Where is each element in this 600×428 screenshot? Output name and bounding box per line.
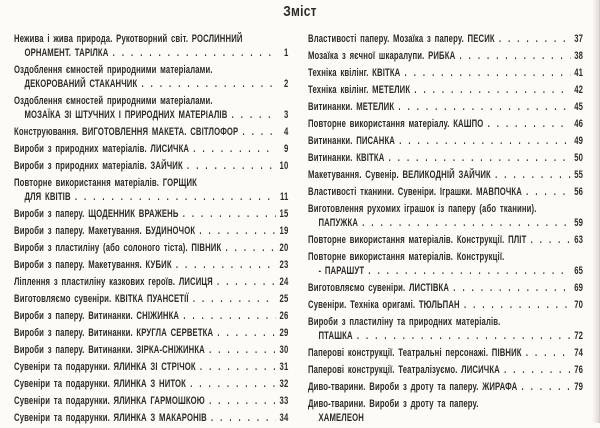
toc-line bbox=[308, 100, 583, 114]
toc-line bbox=[14, 125, 288, 139]
toc-entry bbox=[14, 343, 288, 357]
page-number: 45 bbox=[574, 101, 584, 113]
toc-line bbox=[308, 151, 583, 165]
toc-line bbox=[308, 250, 583, 264]
toc-entry-text: Мозаїка з яєчної шкаралупи. РИБКА bbox=[308, 50, 456, 62]
toc-entry-text: Сувеніри та подарунки. ЯЛИНКА ГАРМОШКОЮ bbox=[14, 395, 205, 407]
toc-line bbox=[308, 66, 583, 80]
toc-entry bbox=[14, 176, 288, 204]
toc-line bbox=[14, 343, 288, 357]
dot-leader bbox=[405, 66, 571, 80]
toc-line bbox=[14, 176, 288, 190]
toc-entry-text: Властивості тканини. Сувеніри. Іграшки. МАВПОЧКА bbox=[308, 186, 522, 198]
dot-leader bbox=[464, 298, 571, 312]
toc-line bbox=[14, 32, 288, 46]
toc-entry bbox=[14, 142, 288, 156]
page-number: 20 bbox=[279, 242, 289, 254]
toc-line bbox=[14, 275, 288, 289]
dot-leader bbox=[176, 258, 276, 272]
toc-line bbox=[308, 264, 583, 278]
dot-leader bbox=[495, 168, 570, 182]
toc-entry-text: Виготовляємо сувеніри. ЛИСТІВКА bbox=[308, 282, 450, 294]
toc-entry-text: Вироби з природних матеріалів. ЗАЙЧИК bbox=[14, 160, 183, 172]
toc-entry-text: Вироби з природних матеріалів. ЛИСИЧКА bbox=[14, 143, 190, 155]
toc-line bbox=[308, 397, 583, 411]
toc-line bbox=[308, 298, 583, 312]
toc-line bbox=[308, 329, 583, 343]
toc-entry-text: Виготовляємо сувеніри. КВІТКА ПУАНСЕТІЇ bbox=[14, 293, 189, 305]
toc-entry-text: Ліплення з пластиліну казкових героїв. ЛИСИЦЯ bbox=[14, 276, 213, 288]
toc-entry-text: Вироби з паперу. Макетування. КУБИК bbox=[14, 259, 172, 271]
toc-entry bbox=[308, 281, 583, 295]
dot-leader bbox=[183, 309, 275, 323]
page-number: 74 bbox=[574, 347, 584, 359]
page-number: 19 bbox=[279, 225, 289, 237]
page-number: 56 bbox=[574, 186, 584, 198]
dot-leader bbox=[398, 100, 570, 114]
page-number: 70 bbox=[574, 299, 584, 311]
toc-line bbox=[308, 134, 583, 148]
page-number: 50 bbox=[574, 152, 584, 164]
page-number: 2 bbox=[283, 78, 289, 90]
toc-entry bbox=[308, 250, 583, 278]
toc-entry-text: Вироби з паперу. ЩОДЕННИК ВРАЖЕНЬ bbox=[14, 208, 179, 220]
dot-leader bbox=[526, 185, 570, 199]
toc-line bbox=[14, 309, 288, 323]
toc-entry-text: Конструювання. ВИГОТОВЛЕННЯ МАКЕТА. СВІТЛОФОР bbox=[14, 126, 239, 138]
toc-line bbox=[14, 159, 288, 173]
toc-entry-text: - ПАРАШУТ bbox=[318, 265, 365, 277]
toc-entry-text: ПТАШКА bbox=[318, 330, 353, 342]
toc-entry-text: Макетування. Сувенір. ВЕЛИКОДНІЙ ЗАЙЧИК bbox=[308, 169, 491, 181]
dot-leader bbox=[362, 216, 570, 230]
toc-line bbox=[308, 83, 583, 97]
toc-line bbox=[308, 346, 583, 360]
dot-leader bbox=[193, 292, 276, 306]
toc-line bbox=[14, 46, 288, 60]
toc-entry-text: Вироби з паперу. Витинанки. ЗІРКА-СНІЖИНКА bbox=[14, 344, 205, 356]
dot-leader bbox=[141, 77, 275, 91]
page-number: 3 bbox=[283, 109, 289, 121]
page-number: 41 bbox=[574, 67, 584, 79]
toc-entry bbox=[14, 63, 288, 91]
toc-entry bbox=[14, 292, 288, 306]
dot-leader bbox=[368, 264, 570, 278]
dot-leader bbox=[183, 207, 276, 221]
dot-leader bbox=[522, 380, 571, 394]
toc-line bbox=[14, 207, 288, 221]
dot-leader bbox=[113, 46, 276, 60]
page-number: 69 bbox=[574, 282, 584, 294]
page-title: Зміст bbox=[283, 3, 317, 20]
toc-entry bbox=[14, 94, 288, 122]
dot-leader bbox=[488, 117, 571, 131]
toc-entry-text: Паперові конструкції. Театралізуємо. ЛИСИЧКА bbox=[308, 364, 500, 376]
dot-leader bbox=[243, 125, 276, 139]
toc-line bbox=[308, 216, 583, 230]
dot-leader bbox=[75, 190, 276, 204]
dot-leader bbox=[357, 329, 571, 343]
toc-entry bbox=[308, 346, 583, 360]
toc-entry-text: Сувеніри та подарунки. ЯЛИНКА З МАКАРОНІВ bbox=[14, 412, 207, 424]
toc-entry-text: МОЗАЇКА ЗІ ШТУЧНИХ І ПРИРОДНИХ МАТЕРІАЛІВ bbox=[24, 109, 228, 121]
page-number: 34 bbox=[279, 412, 289, 424]
toc-entry-text: Витинанки. ПИСАНКА bbox=[308, 135, 395, 147]
toc-entry bbox=[14, 360, 288, 374]
toc-entry-text: ОРНАМЕНТ. ТАРІЛКА bbox=[24, 47, 109, 59]
page-number: 38 bbox=[574, 50, 584, 62]
page-number: 33 bbox=[279, 395, 289, 407]
dot-leader bbox=[414, 83, 570, 97]
toc-line bbox=[14, 360, 288, 374]
page-number: 1 bbox=[283, 47, 289, 59]
toc-entry-text: Витинанки. МЕТЕЛИК bbox=[308, 101, 395, 113]
toc-line bbox=[14, 94, 288, 108]
page-number: 72 bbox=[574, 330, 584, 342]
toc-entry-text: Сувеніри та подарунки. ЯЛИНКА ЗІ СТРІЧОК bbox=[14, 361, 196, 373]
toc-entry-text: Витинанки. КВІТКА bbox=[308, 152, 385, 164]
toc-entry-text: Повторне використання матеріалу. КАШПО bbox=[308, 118, 484, 130]
page-number: 63 bbox=[574, 234, 584, 246]
dot-leader bbox=[526, 346, 571, 360]
page-number: 37 bbox=[574, 33, 584, 45]
page-number: 76 bbox=[574, 364, 584, 376]
toc-entry bbox=[308, 233, 583, 247]
toc-entry bbox=[14, 275, 288, 289]
toc-entry-text: Повторне використання матеріалів. Конструкції. ПЛІТ bbox=[308, 234, 527, 246]
toc-column-left bbox=[14, 32, 288, 428]
page-number: 10 bbox=[279, 160, 289, 172]
dot-leader bbox=[232, 108, 276, 122]
toc-entry bbox=[308, 117, 583, 131]
page-number: 55 bbox=[574, 169, 584, 181]
toc-entry bbox=[14, 32, 288, 60]
toc-line bbox=[14, 63, 288, 77]
toc-entry-text: Виготовлення рухомих іграшок із паперу (або тканини). bbox=[308, 203, 537, 215]
toc-entry-text: Вироби з паперу. Витинанки. СНІЖИНКА bbox=[14, 310, 180, 322]
toc-entry bbox=[14, 241, 288, 255]
toc-line bbox=[308, 32, 583, 46]
toc-entry-text: Вироби з пластиліну та природних матеріалів. bbox=[308, 316, 501, 328]
toc-line bbox=[14, 241, 288, 255]
toc-entry-text: Сувеніри та подарунки. ЯЛИНКА З НИТОК bbox=[14, 378, 187, 390]
toc-entry bbox=[308, 49, 583, 63]
toc-entry-text: ДЕКОРОВАНИЙ СТАКАНЧИК bbox=[24, 78, 138, 90]
toc-line bbox=[308, 117, 583, 131]
toc-entry-text: Оздоблення ємностей природними матеріалами. bbox=[14, 64, 213, 76]
toc-entry bbox=[308, 185, 583, 199]
page-number: 65 bbox=[574, 265, 584, 277]
dot-leader bbox=[504, 363, 570, 377]
toc-entry-text: ДЛЯ КВІТІВ bbox=[24, 191, 71, 203]
toc-line bbox=[14, 142, 288, 156]
toc-entry-text: Вироби з пластиліну (або солоного тіста). ПІВНИК bbox=[14, 242, 222, 254]
toc-entry bbox=[308, 83, 583, 97]
toc-entry bbox=[308, 202, 583, 230]
toc-column-right bbox=[308, 32, 583, 428]
toc-entry bbox=[14, 207, 288, 221]
toc-line bbox=[14, 190, 288, 204]
toc-entry-text: Повторне використання матеріалів. Конструкції. bbox=[308, 251, 505, 263]
page-number: 24 bbox=[279, 276, 289, 288]
dot-leader bbox=[209, 343, 276, 357]
toc-entry bbox=[14, 125, 288, 139]
dot-leader bbox=[217, 275, 276, 289]
dot-leader bbox=[209, 394, 276, 408]
toc-entry bbox=[308, 66, 583, 80]
page-number: 32 bbox=[279, 378, 289, 390]
toc-line bbox=[14, 77, 288, 91]
toc-line bbox=[14, 394, 288, 408]
page-number: 4 bbox=[283, 126, 289, 138]
toc-entry bbox=[14, 394, 288, 408]
page-number: 31 bbox=[279, 361, 289, 373]
toc-entry-text: Техніка квілінг. КВІТКА bbox=[308, 67, 401, 79]
toc-line bbox=[14, 108, 288, 122]
dot-leader bbox=[200, 360, 276, 374]
toc-line bbox=[308, 185, 583, 199]
page-number: 11 bbox=[279, 191, 289, 203]
page-number: 49 bbox=[574, 135, 584, 147]
toc-entry bbox=[14, 309, 288, 323]
page-number: 59 bbox=[574, 217, 584, 229]
toc-entry bbox=[14, 326, 288, 340]
page-number: 79 bbox=[574, 381, 584, 393]
toc-line bbox=[308, 315, 583, 329]
dot-leader bbox=[225, 241, 275, 255]
page-number: 29 bbox=[279, 327, 289, 339]
toc-line bbox=[14, 224, 288, 238]
toc-line bbox=[308, 233, 583, 247]
toc-entry bbox=[308, 298, 583, 312]
toc-line bbox=[308, 363, 583, 377]
dot-leader bbox=[453, 281, 570, 295]
page-number: 42 bbox=[574, 84, 584, 96]
toc-entry bbox=[308, 363, 583, 377]
page-number: 46 bbox=[574, 118, 584, 130]
toc-entry bbox=[308, 397, 583, 425]
toc-entry bbox=[308, 151, 583, 165]
toc-entry-text: Вироби з паперу. Витинанки. КРУГЛА СЕРВЕТКА bbox=[14, 327, 214, 339]
dot-leader bbox=[193, 142, 275, 156]
toc-line bbox=[308, 168, 583, 182]
toc-entry-text: Сувеніри. Техніка оригамі. ТЮЛЬПАН bbox=[308, 299, 460, 311]
toc-entry bbox=[14, 377, 288, 391]
dot-leader bbox=[399, 134, 570, 148]
toc-entry bbox=[14, 258, 288, 272]
toc-line bbox=[14, 326, 288, 340]
page-number: 30 bbox=[279, 344, 289, 356]
toc-entry-text: ХАМЕЛЕОН bbox=[318, 412, 364, 424]
toc-line bbox=[308, 202, 583, 216]
toc-entry-text: Диво-тварини. Вироби з дроту та паперу. bbox=[308, 398, 479, 410]
toc-entry-text: ПАПУЖКА bbox=[318, 217, 359, 229]
toc-entry-text: Вироби з паперу. Макетування. БУДИНОЧОК bbox=[14, 225, 196, 237]
toc-entry bbox=[308, 380, 583, 394]
toc-line bbox=[308, 281, 583, 295]
toc-entry-text: Нежива і жива природа. Рукотворний світ. РОСЛИННИЙ bbox=[14, 33, 243, 45]
page-number: 15 bbox=[279, 208, 289, 220]
toc-entry bbox=[14, 159, 288, 173]
dot-leader bbox=[459, 49, 570, 63]
dot-leader bbox=[190, 377, 276, 391]
toc-entry-text: Повторне використання матеріалів. ГОРЩИК bbox=[14, 177, 198, 189]
toc-entry-text: Диво-тварини. Вироби з дроту та паперу. ЖИРАФА bbox=[308, 381, 518, 393]
toc-entry bbox=[308, 134, 583, 148]
toc-entry bbox=[308, 32, 583, 46]
toc-line bbox=[308, 380, 583, 394]
toc-entry bbox=[14, 224, 288, 238]
scan-edge-shadow bbox=[592, 0, 600, 423]
page-number: 26 bbox=[279, 310, 289, 322]
page-number: 23 bbox=[279, 259, 289, 271]
page-number: 25 bbox=[279, 293, 289, 305]
toc-line bbox=[14, 292, 288, 306]
toc-entry-text: Паперові конструкції. Театральні персонажі. ПІВНИК bbox=[308, 347, 522, 359]
toc-entry bbox=[308, 168, 583, 182]
toc-entry-text: Техніка квілінг. МЕТЕЛИК bbox=[308, 84, 411, 96]
toc-entry-text: Властивості паперу. Мозаїка з паперу. ПЕСИК bbox=[308, 33, 495, 45]
dot-leader bbox=[199, 224, 275, 238]
toc-entry-text: Оздоблення ємностей природними матеріалами. bbox=[14, 95, 213, 107]
toc-line bbox=[308, 49, 583, 63]
dot-leader bbox=[217, 326, 275, 340]
toc-line bbox=[14, 377, 288, 391]
toc-entry bbox=[308, 100, 583, 114]
toc-line bbox=[14, 258, 288, 272]
page-number: 9 bbox=[283, 143, 289, 155]
dot-leader bbox=[389, 151, 571, 165]
dot-leader bbox=[187, 159, 276, 173]
dot-leader bbox=[499, 32, 571, 46]
toc-entry bbox=[308, 315, 583, 343]
dot-leader bbox=[531, 233, 571, 247]
